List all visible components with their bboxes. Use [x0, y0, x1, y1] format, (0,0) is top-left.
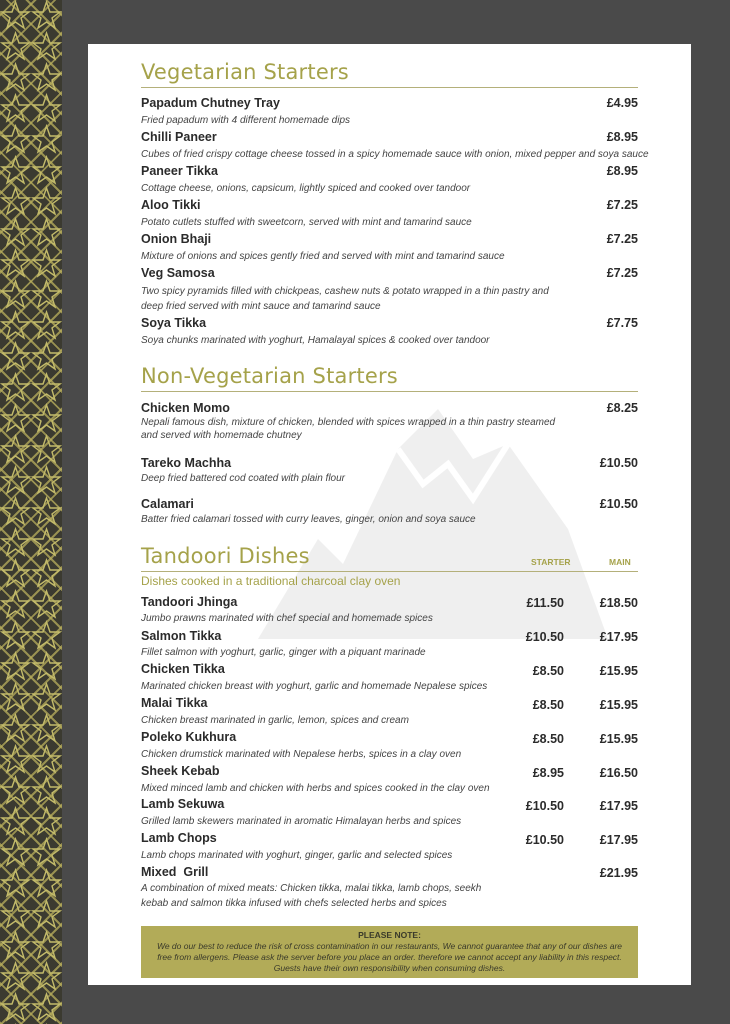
item-price-starter: £11.50: [526, 596, 564, 610]
item-name: Calamari: [141, 497, 194, 511]
item-name: Chilli Paneer: [141, 130, 217, 144]
star-pattern-icon: [0, 0, 62, 1024]
item-description: Mixed minced lamb and chicken with herbs and spices cooked in the clay oven: [141, 783, 490, 794]
section-title-tandoori: Tandoori Dishes: [141, 544, 310, 568]
decorative-pattern-border: [0, 0, 62, 1024]
item-price: £4.95: [606, 96, 638, 110]
section-divider: [141, 571, 638, 572]
item-description: Fried papadum with 4 different homemade dips: [141, 115, 351, 126]
item-description: Mixture of onions and spices gently fried and served with mint and tamarind sauce: [141, 251, 505, 262]
menu-page: [88, 44, 691, 985]
item-price: £10.50: [599, 456, 638, 470]
column-header-starter: STARTER: [531, 557, 571, 567]
item-price-main: £21.95: [599, 866, 638, 880]
item-price-main: £17.95: [599, 833, 638, 847]
item-price: £8.95: [606, 130, 638, 144]
item-name: Sheek Kebab: [141, 764, 220, 778]
item-name: Onion Bhaji: [141, 232, 212, 246]
item-price: £10.50: [599, 497, 638, 511]
item-price: £7.25: [606, 266, 638, 280]
item-price-main: £16.50: [599, 766, 638, 780]
section-subtitle: Dishes cooked in a traditional charcoal clay oven: [141, 574, 401, 588]
item-price: £7.25: [606, 232, 638, 246]
item-price-main: £15.95: [599, 698, 638, 712]
item-price-main: £17.95: [599, 630, 638, 644]
section-divider: [141, 87, 638, 88]
note-title: PLEASE NOTE:: [358, 930, 421, 940]
item-description: Cottage cheese, onions, capsicum, lightly spiced and cooked over tandoor: [141, 183, 471, 194]
item-name: Malai Tikka: [141, 696, 208, 710]
section-title-non-vegetarian: Non-Vegetarian Starters: [141, 364, 398, 388]
item-price-starter: £8.95: [532, 766, 564, 780]
item-price-starter: £10.50: [525, 630, 564, 644]
item-description: Marinated chicken breast with yoghurt, garlic and homemade Nepalese spices: [141, 681, 488, 692]
item-price-starter: £8.50: [532, 732, 564, 746]
section-title-vegetarian: Vegetarian Starters: [141, 60, 349, 84]
item-price: £8.25: [606, 401, 638, 415]
item-description: Potato cutlets stuffed with sweetcorn, served with mint and tamarind sauce: [141, 217, 472, 228]
item-price: £7.75: [606, 316, 638, 330]
item-name: Soya Tikka: [141, 316, 207, 330]
item-description: Chicken drumstick marinated with Nepalese herbs, spices in a clay oven: [141, 749, 462, 760]
item-description: Nepali famous dish, mixture of chicken, blended with spices wrapped in a thin pastry steamed and served with homemade chutney: [141, 417, 556, 441]
section-divider: [141, 391, 638, 392]
item-price: £8.95: [606, 164, 638, 178]
item-name: Poleko Kukhura: [141, 730, 237, 744]
item-price-main: £15.95: [599, 664, 638, 678]
item-price: £7.25: [606, 198, 638, 212]
item-description: A combination of mixed meats: Chicken tikka, malai tikka, lamb chops, seekh kebab and salmon tikka infused with chefs selected herbs and spices: [141, 883, 482, 909]
item-price-main: £18.50: [599, 596, 638, 610]
item-price-main: £17.95: [599, 799, 638, 813]
item-description: Lamb chops marinated with yoghurt, ginger, garlic and selected spices: [141, 850, 453, 861]
item-name: Salmon Tikka: [141, 629, 222, 643]
item-name: Papadum Chutney Tray: [141, 96, 280, 110]
item-price-starter: £8.50: [532, 664, 564, 678]
item-price-starter: £10.50: [525, 833, 564, 847]
item-description: Chicken breast marinated in garlic, lemon, spices and cream: [141, 715, 409, 726]
item-description: Soya chunks marinated with yoghurt, Hamalayal spices & cooked over tandoor: [141, 335, 490, 346]
item-description: Fillet salmon with yoghurt, garlic, ginger with a piquant marinade: [141, 647, 426, 658]
item-description: Cubes of fried crispy cottage cheese tossed in a spicy homemade sauce with onion, mixed pepper and soya sauce: [141, 149, 649, 160]
item-description: Deep fried battered cod coated with plain flour: [141, 473, 346, 484]
item-price-starter: £10.50: [525, 799, 564, 813]
note-body: We do our best to reduce the risk of cross contamination in our restaurants, We cannot guarantee that any of our dishes are free from allergens. Please ask the server before you place an order. therefore we cannot accept any liability in this respect. Guests have their own responsibility when consuming dishes.: [156, 941, 623, 973]
item-name: Chicken Tikka: [141, 662, 225, 676]
item-name: Lamb Chops: [141, 831, 217, 845]
column-header-main: MAIN: [609, 557, 631, 567]
item-name: Chicken Momo: [141, 401, 230, 415]
item-name: Lamb Sekuwa: [141, 797, 225, 811]
item-description: Jumbo prawns marinated with chef special and homemade spices: [141, 613, 433, 624]
item-name: Aloo Tikki: [141, 198, 201, 212]
item-name: Tandoori Jhinga: [141, 595, 238, 609]
item-price-starter: £8.50: [532, 698, 564, 712]
item-name: Tareko Machha: [141, 456, 232, 470]
item-description: Two spicy pyramids filled with chickpeas, cashew nuts & potato wrapped in a thin pastry and deep fried served with mint sauce and tamarind sauce: [141, 286, 549, 312]
item-price-main: £15.95: [599, 732, 638, 746]
allergen-note: [141, 926, 638, 978]
item-description: Grilled lamb skewers marinated in aromatic Himalayan herbs and spices: [141, 816, 462, 827]
item-name: Veg Samosa: [141, 266, 215, 280]
item-description: Batter fried calamari tossed with curry leaves, ginger, onion and soya sauce: [141, 514, 476, 525]
item-name: Mixed Grill: [141, 865, 209, 879]
item-name: Paneer Tikka: [141, 164, 218, 178]
